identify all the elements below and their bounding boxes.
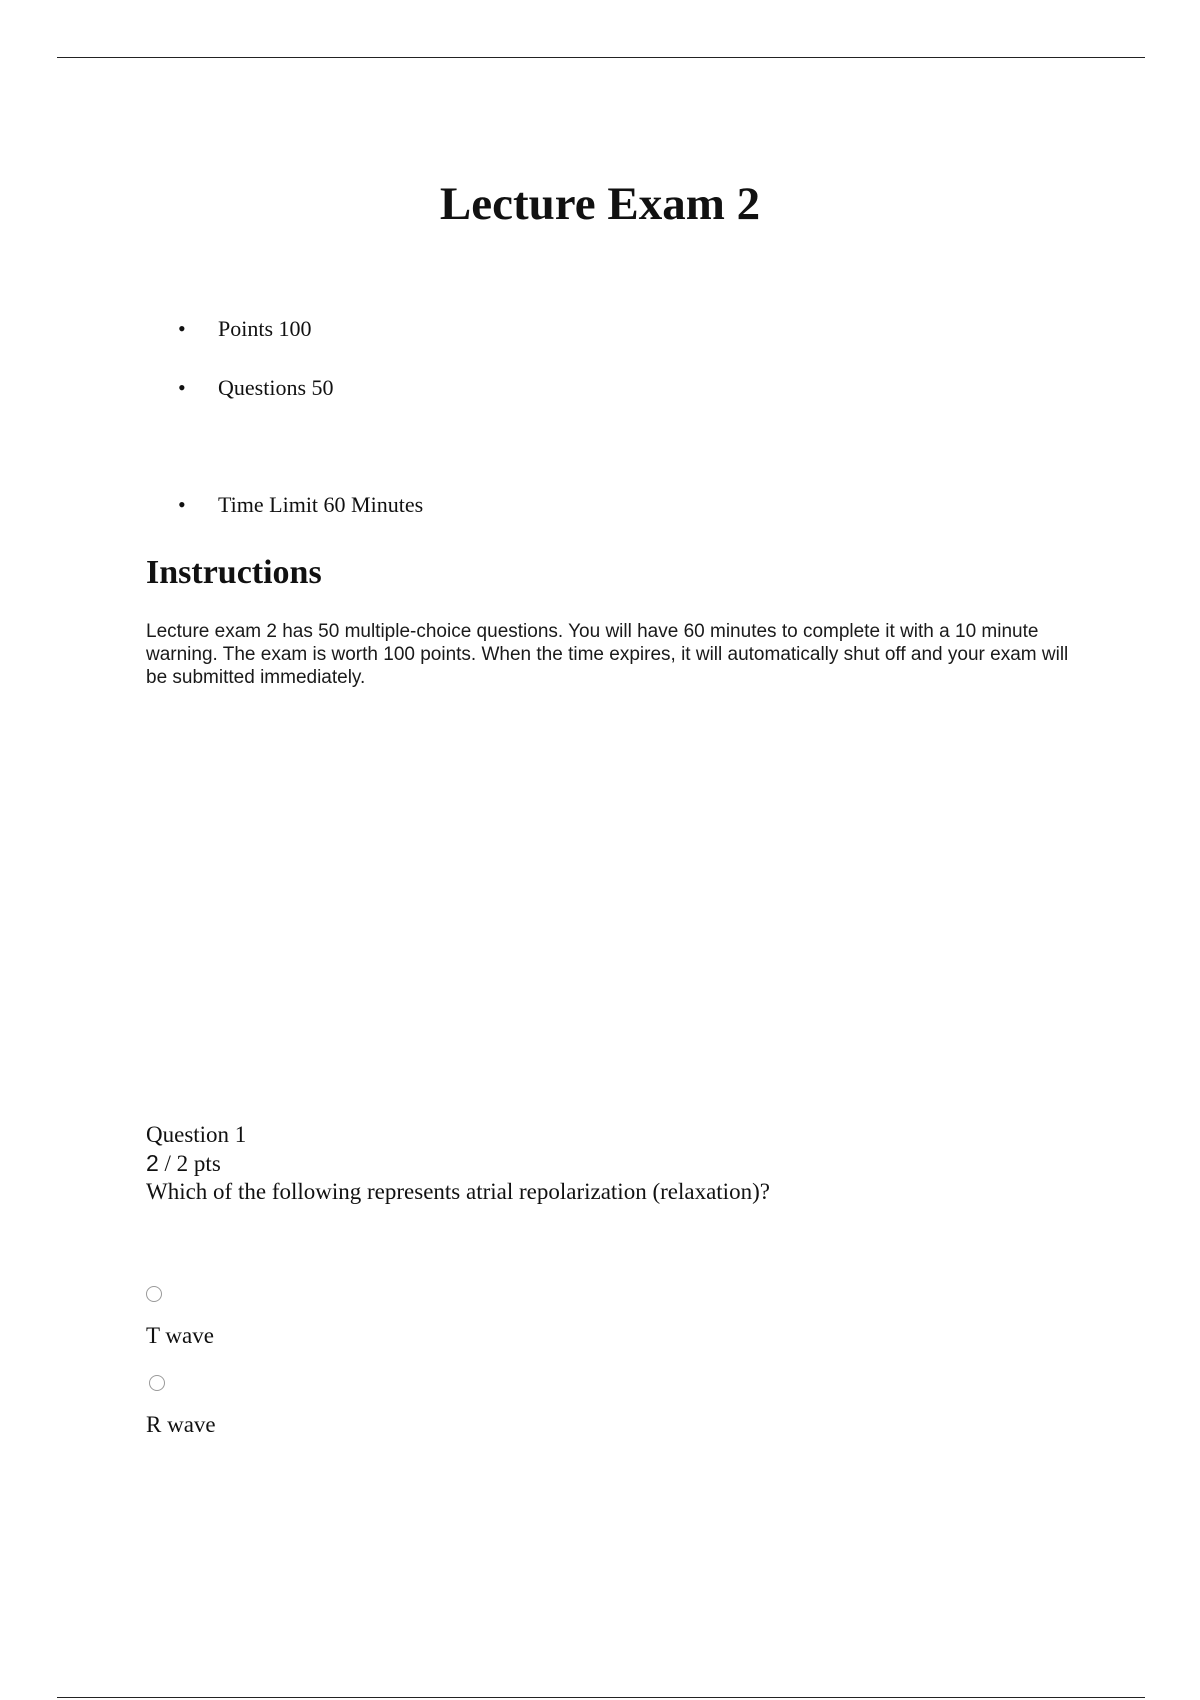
points-detail [178, 315, 312, 343]
bottom-rule [57, 1697, 1145, 1698]
answer-option-label: T wave [146, 1323, 214, 1348]
instructions-text: Lecture exam 2 has 50 multiple-choice questions. You will have 60 minutes to complete it with a 10 minute warning. The exam is worth 100 points. When the time expires, it will automatically shut off and your exam will be submitted immediately. [146, 621, 1069, 688]
radio-button[interactable] [149, 1375, 165, 1391]
bullet-icon: • [178, 316, 186, 341]
time-limit-detail [178, 491, 423, 519]
questions-text: Questions 50 [218, 375, 334, 400]
questions-detail [178, 374, 334, 402]
bullet-icon: • [178, 375, 186, 400]
answer-option[interactable] [146, 1286, 214, 1350]
radio-button[interactable] [146, 1286, 162, 1302]
points-text: Points 100 [218, 316, 312, 341]
question-label: Question 1 [146, 1122, 247, 1147]
answer-option-label: R wave [146, 1412, 216, 1437]
instructions-heading: Instructions [146, 554, 322, 591]
top-rule [57, 57, 1145, 58]
question-score [146, 1149, 1146, 1178]
question-header [146, 1121, 1146, 1206]
page-title: Lecture Exam 2 [439, 178, 761, 230]
question-prompt: Which of the following represents atrial repolarization (relaxation)? [146, 1179, 770, 1204]
answer-option[interactable] [146, 1375, 216, 1439]
time-limit-text: Time Limit 60 Minutes [218, 492, 424, 517]
score-suffix: / 2 pts [158, 1151, 221, 1176]
score-earned: 2 [146, 1150, 159, 1176]
bullet-icon: • [178, 492, 186, 517]
